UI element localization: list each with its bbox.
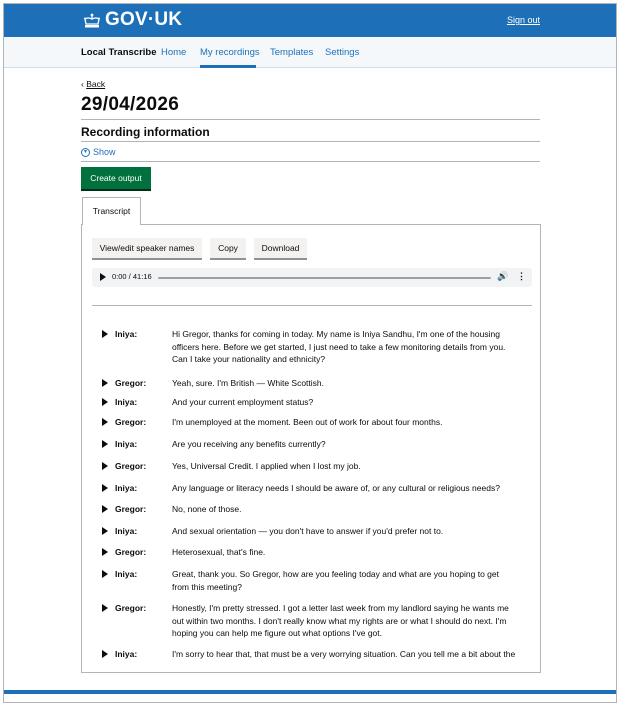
speaker-name: Gregor: [115, 378, 147, 388]
chevron-down-icon: ▼ [81, 148, 90, 157]
back-link-label: Back [86, 79, 106, 89]
speaker-name: Iniya: [115, 649, 138, 659]
expand-triangle-icon[interactable] [102, 604, 108, 612]
audio-progress-slider[interactable] [158, 277, 491, 279]
speaker-name: Gregor: [115, 417, 147, 427]
expand-triangle-icon[interactable] [102, 379, 108, 387]
expand-triangle-icon[interactable] [102, 484, 108, 492]
volume-icon[interactable]: 🔊 [497, 271, 509, 281]
sign-out-link[interactable]: Sign out [506, 15, 540, 25]
download-button[interactable]: Download [254, 238, 307, 258]
create-output-button[interactable]: Create output [81, 167, 151, 189]
speaker-name: Gregor: [115, 504, 147, 514]
service-name[interactable]: Local Transcribe [81, 47, 157, 58]
show-label: Show [93, 147, 116, 157]
expand-triangle-icon[interactable] [102, 398, 108, 406]
utterance-text: I'm sorry to hear that, that must be a very worrying situation. Can you tell me a bit about the [172, 649, 516, 659]
utterance-text: Great, thank you. So Gregor, how are you feeling today and what are you hoping to get from this meeting? [172, 569, 499, 592]
utterance-text: Heterosexual, that's fine. [172, 547, 266, 557]
more-options-icon[interactable]: ⋮ [517, 271, 526, 281]
speaker-name: Gregor: [115, 461, 147, 471]
copy-button[interactable]: Copy [210, 238, 246, 258]
govuk-header [4, 4, 616, 37]
speaker-name: Gregor: [115, 547, 147, 557]
divider [81, 141, 540, 142]
recording-information-heading: Recording information [81, 125, 210, 139]
play-icon[interactable] [100, 273, 106, 281]
speaker-name: Iniya: [115, 526, 138, 536]
transcript-panel [81, 224, 541, 673]
utterance-text: I'm unemployed at the moment. Been out of work for about four months. [172, 417, 443, 427]
utterance-text: And your current employment status? [172, 397, 314, 407]
speaker-name: Iniya: [115, 483, 138, 493]
back-link[interactable] [81, 79, 105, 89]
service-navigation [4, 37, 616, 68]
divider [92, 305, 532, 306]
nav-item-home[interactable]: Home [161, 47, 187, 58]
expand-triangle-icon[interactable] [102, 527, 108, 535]
utterance-text: Honestly, I'm pretty stressed. I got a letter last week from my landlord saying he wants me out within two months. I don't really know what my rights are or what I should do next. I'm hoping you can help me figure out what options I've got. [172, 603, 509, 638]
expand-triangle-icon[interactable] [102, 548, 108, 556]
expand-triangle-icon[interactable] [102, 570, 108, 578]
footer-bar [4, 690, 616, 694]
view-edit-speaker-names-button[interactable]: View/edit speaker names [92, 238, 202, 258]
speaker-name: Iniya: [115, 397, 138, 407]
divider [81, 119, 540, 120]
utterance-text: Are you receiving any benefits currently? [172, 439, 326, 449]
utterance-text: And sexual orientation — you don't have to answer if you'd prefer not to. [172, 526, 444, 536]
utterance-text: Hi Gregor, thanks for coming in today. My name is Iniya Sandhu, I'm one of the housing officers here. Before we get started, I just need to take a few monitoring details from you. Can I take your nationality and ethnicity? [172, 329, 506, 364]
page-title: 29/04/2026 [81, 94, 180, 115]
nav-item-templates[interactable]: Templates [270, 47, 314, 58]
speaker-name: Iniya: [115, 569, 138, 579]
expand-triangle-icon[interactable] [102, 462, 108, 470]
audio-player [92, 268, 532, 287]
utterance-text: Yeah, sure. I'm British — White Scottish. [172, 378, 325, 388]
nav-item-settings[interactable]: Settings [325, 47, 360, 58]
expand-triangle-icon[interactable] [102, 650, 108, 658]
expand-triangle-icon[interactable] [102, 440, 108, 448]
govuk-logo[interactable]: GOV·UK [105, 9, 183, 30]
page-frame [3, 3, 617, 703]
crown-icon [83, 13, 101, 29]
active-nav-indicator [200, 65, 256, 68]
expand-triangle-icon[interactable] [102, 505, 108, 513]
speaker-name: Gregor: [115, 603, 147, 613]
expand-triangle-icon[interactable] [102, 418, 108, 426]
speaker-name: Iniya: [115, 329, 138, 339]
utterance-text: Any language or literacy needs I should be aware of, or any cultural or religious needs? [172, 483, 500, 493]
utterance-text: Yes, Universal Credit. I applied when I lost my job. [172, 461, 361, 471]
show-details-toggle[interactable] [81, 147, 116, 157]
speaker-name: Iniya: [115, 439, 138, 449]
utterance-text: No, none of those. [172, 504, 242, 514]
divider [81, 161, 540, 162]
tab-transcript[interactable]: Transcript [82, 197, 141, 225]
nav-item-my-recordings[interactable]: My recordings [200, 47, 260, 58]
expand-triangle-icon[interactable] [102, 330, 108, 338]
chevron-left-icon: ‹ [81, 79, 87, 89]
audio-time: 0:00 / 41:16 [112, 272, 152, 281]
